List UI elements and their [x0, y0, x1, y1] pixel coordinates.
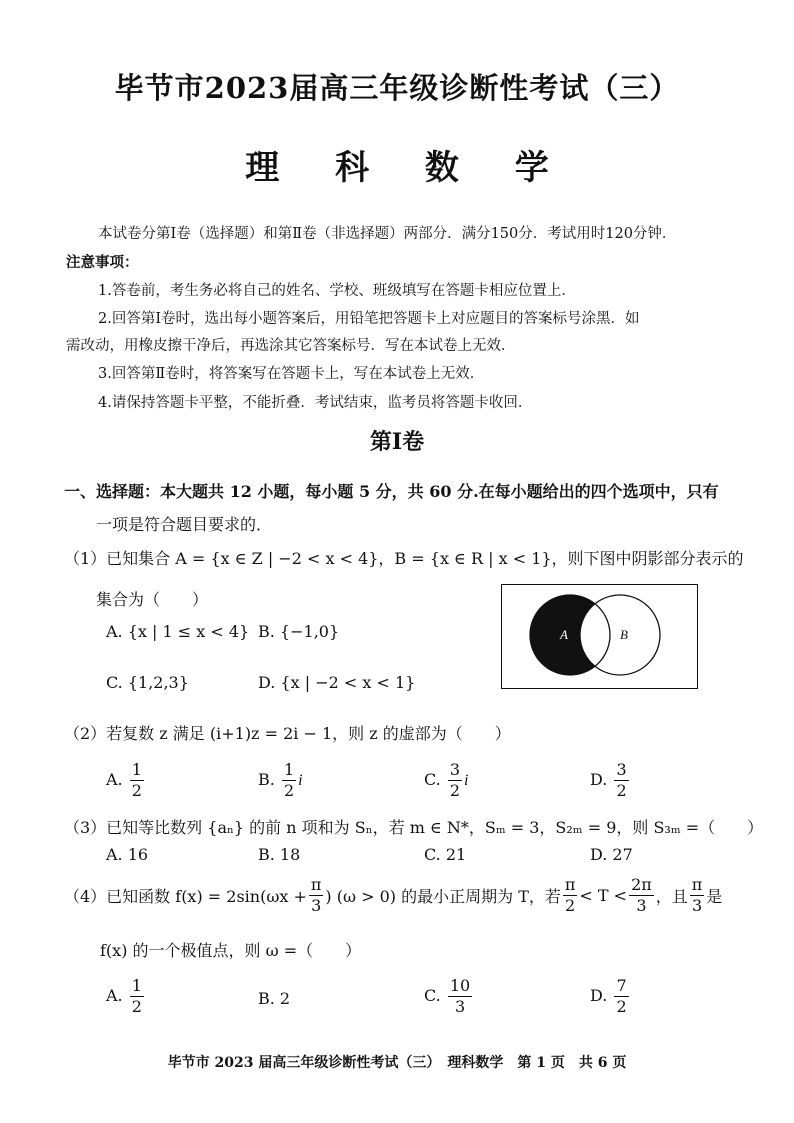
section-heading: 第Ⅰ卷	[369, 429, 425, 455]
q2-option-c-fraction: $\frac{3}{2}$	[449, 760, 461, 800]
exam-title: 毕节市2023届高三年级诊断性考试（三）	[114, 71, 680, 105]
q4-option-a: A. $\frac{1}{2}$	[106, 976, 142, 1016]
q2-option-a-fraction: $\frac{1}{2}$	[131, 760, 142, 800]
notice-item-1: 1.答卷前，考生务必将自己的姓名、学校、班级填写在答题卡相应位置上．	[98, 283, 576, 299]
q2-option-b: B. $\frac{1}{2}$ i	[258, 760, 303, 800]
q2-option-d-label: D.	[590, 770, 608, 789]
venn-label-a: A	[560, 627, 568, 642]
q3-option-c: C. 21	[424, 845, 467, 864]
q2-option-c-label: C.	[424, 770, 441, 789]
q4-option-c-fraction: $\frac{10}{3}$	[449, 976, 471, 1016]
q4-stem-line2: f(x) 的一个极值点，则 ω =（ ）	[100, 941, 362, 960]
venn-diagram-frame	[501, 584, 698, 689]
intro-line: 本试卷分第Ⅰ卷（选择题）和第Ⅱ卷（非选择题）两部分．满分150分．考试用时120分钟．	[98, 226, 677, 242]
q3-option-b: B. 18	[258, 845, 301, 864]
q1-option-a: A. {x | 1 ≤ x < 4}	[106, 622, 250, 641]
q4-option-b: B. 2	[258, 989, 291, 1008]
q4-option-a-fraction: $\frac{1}{2}$	[131, 976, 142, 1016]
q2-option-c: C. $\frac{3}{2}$ i	[424, 760, 469, 800]
q4-option-d: D. $\frac{7}{2}$	[590, 976, 627, 1016]
part-instructions-line1: 一、选择题：本大题共 12 小题，每小题 5 分，共 60 分.在每小题给出的四个选项中，只有	[64, 482, 719, 501]
venn-diagram	[502, 585, 696, 687]
q1-stem-line1: （1）已知集合 A = {x ∈ Z | −2 < x < 4}，B = {x ∈ R | x < 1}，则下图中阴影部分表示的	[64, 549, 744, 568]
q2-option-a-label: A.	[106, 770, 123, 789]
q1-option-d: D. {x | −2 < x < 1}	[258, 673, 416, 692]
q2-stem: （2）若复数 z 满足 (i+1)z = 2i − 1，则 z 的虚部为（ ）	[64, 724, 511, 743]
page-footer: 毕节市 2023 届高三年级诊断性考试（三） 理科数学 第 1 页 共 6 页	[167, 1055, 627, 1071]
q1-option-b: B. {−1,0}	[258, 622, 340, 641]
q3-option-d: D. 27	[590, 845, 633, 864]
q4-stem-line1: （4）已知函数 f(x) = 2sin(ωx + $\frac{\pi}{3}$ ) (ω > 0) 的最小正周期为 T，若 $\frac{\pi}{2}$ < T < $\frac{2\pi}{3}$ ，且 $\frac{\pi}{3}$ 是	[64, 875, 723, 915]
q4-frac-2pi-3: $\frac{2\pi}{3}$	[631, 875, 652, 915]
q4-frac-pi-3: $\frac{\pi}{3}$	[310, 875, 322, 915]
q2-option-d-fraction: $\frac{3}{2}$	[616, 760, 627, 800]
q2-option-b-label: B.	[258, 770, 275, 789]
q4-frac-pi-2: $\frac{\pi}{2}$	[564, 875, 576, 915]
q2-option-a	[106, 762, 146, 799]
notice-title: 注意事项：	[66, 254, 139, 271]
notice-item-3: 3.回答第Ⅱ卷时，将答案写在答题卡上，写在本试卷上无效．	[98, 366, 485, 382]
notice-item-2a: 2.回答第Ⅰ卷时，选出每小题答案后，用铅笔把答题卡上对应题目的答案标号涂黑．如	[98, 311, 640, 327]
q4-option-c: C. $\frac{10}{3}$	[424, 976, 471, 1016]
subject-title: 理 科 数 学	[245, 148, 571, 188]
part-instructions-line2: 一项是符合题目要求的．	[96, 515, 273, 534]
venn-label-b: B	[620, 627, 628, 642]
notice-item-4: 4.请保持答题卡平整，不能折叠．考试结束，监考员将答题卡收回．	[98, 395, 533, 411]
notice-item-2b: 需改动，用橡皮擦干净后，再选涂其它答案标号．写在本试卷上无效．	[66, 338, 516, 354]
q4-frac-pi-3b: $\frac{\pi}{3}$	[691, 875, 703, 915]
q1-option-c: C. {1,2,3}	[106, 673, 189, 692]
q1-stem-line2: 集合为（ ）	[96, 590, 209, 609]
q3-stem: （3）已知等比数列 {aₙ} 的前 n 项和为 Sₙ，若 m ∈ N*，Sₘ = 3，S₂ₘ = 9，则 S₃ₘ =（ ）	[64, 818, 764, 837]
q2-option-b-fraction: $\frac{1}{2}$	[283, 760, 295, 800]
q2-option-d	[590, 762, 631, 799]
q3-option-a: A. 16	[106, 845, 149, 864]
q4-option-d-fraction: $\frac{7}{2}$	[616, 976, 627, 1016]
